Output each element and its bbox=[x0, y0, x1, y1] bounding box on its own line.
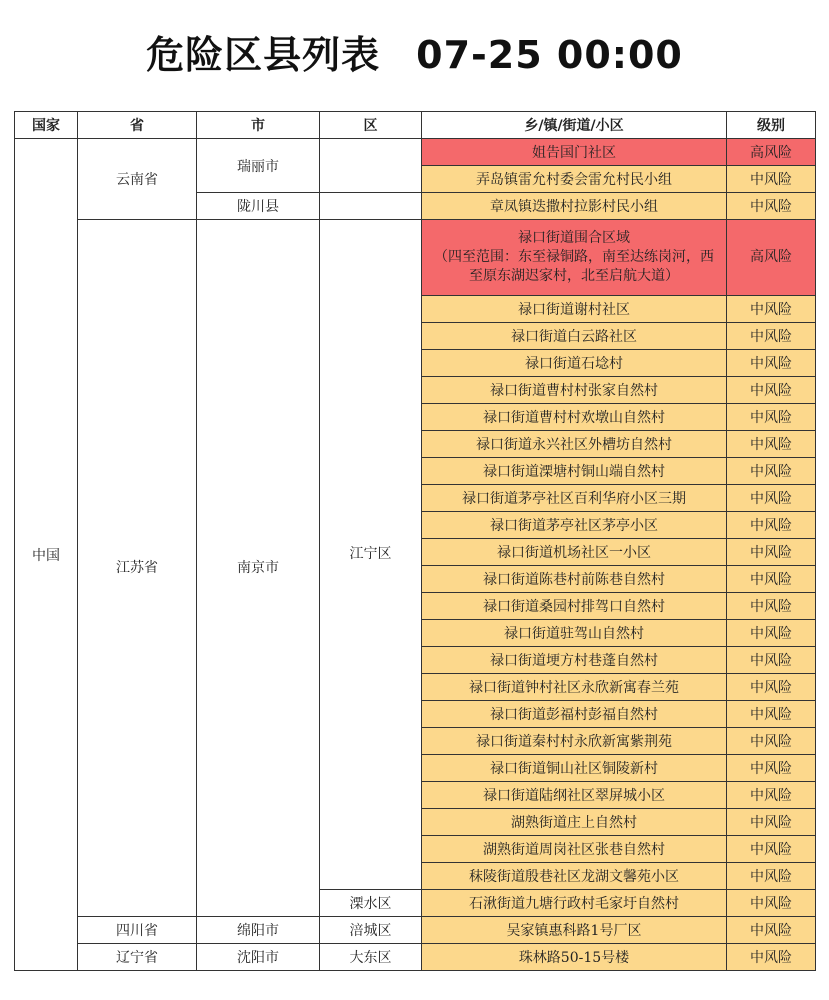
level-cell: 中风险 bbox=[727, 431, 816, 458]
province-cell: 江苏省 bbox=[78, 220, 197, 917]
place-cell: 禄口街道钟村社区永欣新寓春兰苑 bbox=[422, 674, 727, 701]
place-cell: 禄口街道谢村社区 bbox=[422, 296, 727, 323]
level-cell: 中风险 bbox=[727, 377, 816, 404]
level-cell: 中风险 bbox=[727, 193, 816, 220]
header-country: 国家 bbox=[15, 112, 78, 139]
country-cell: 中国 bbox=[15, 139, 78, 971]
province-cell: 云南省 bbox=[78, 139, 197, 220]
level-cell: 中风险 bbox=[727, 485, 816, 512]
table-header-row bbox=[15, 112, 816, 139]
place-cell: 弄岛镇雷允村委会雷允村民小组 bbox=[422, 166, 727, 193]
level-cell: 中风险 bbox=[727, 323, 816, 350]
level-cell: 中风险 bbox=[727, 809, 816, 836]
table-row bbox=[15, 917, 816, 944]
level-cell: 中风险 bbox=[727, 296, 816, 323]
header-city: 市 bbox=[197, 112, 320, 139]
header-place: 乡/镇/街道/小区 bbox=[422, 112, 727, 139]
place-cell: 禄口街道溧塘村铜山端自然村 bbox=[422, 458, 727, 485]
place-cell: 禄口街道彭福村彭福自然村 bbox=[422, 701, 727, 728]
district-cell: 大东区 bbox=[320, 944, 422, 971]
city-cell: 瑞丽市 bbox=[197, 139, 320, 193]
level-cell: 中风险 bbox=[727, 166, 816, 193]
place-cell: 禄口街道埂方村巷蓬自然村 bbox=[422, 647, 727, 674]
level-cell: 中风险 bbox=[727, 728, 816, 755]
level-cell: 中风险 bbox=[727, 674, 816, 701]
place-cell: 禄口街道铜山社区铜陵新村 bbox=[422, 755, 727, 782]
city-cell: 南京市 bbox=[197, 220, 320, 917]
level-cell: 中风险 bbox=[727, 593, 816, 620]
level-cell: 高风险 bbox=[727, 220, 816, 296]
level-cell: 中风险 bbox=[727, 917, 816, 944]
title-text: 危险区县列表 bbox=[146, 33, 381, 77]
page-title bbox=[0, 24, 829, 79]
level-cell: 中风险 bbox=[727, 890, 816, 917]
level-cell: 中风险 bbox=[727, 863, 816, 890]
place-cell: 禄口街道陆纲社区翠屏城小区 bbox=[422, 782, 727, 809]
place-cell: 禄口街道茅亭社区茅亭小区 bbox=[422, 512, 727, 539]
level-cell: 中风险 bbox=[727, 458, 816, 485]
place-cell: 禄口街道曹村村张家自然村 bbox=[422, 377, 727, 404]
place-cell: 珠林路50-15号楼 bbox=[422, 944, 727, 971]
city-cell: 绵阳市 bbox=[197, 917, 320, 944]
place-cell: 禄口街道白云路社区 bbox=[422, 323, 727, 350]
header-district: 区 bbox=[320, 112, 422, 139]
level-cell: 中风险 bbox=[727, 404, 816, 431]
place-cell: 姐告国门社区 bbox=[422, 139, 727, 166]
place-cell: 禄口街道永兴社区外槽坊自然村 bbox=[422, 431, 727, 458]
table-row bbox=[15, 139, 816, 166]
table-row bbox=[15, 944, 816, 971]
header-level: 级别 bbox=[727, 112, 816, 139]
level-cell: 中风险 bbox=[727, 944, 816, 971]
table-row bbox=[15, 220, 816, 296]
place-cell: 章凤镇迭撒村拉影村民小组 bbox=[422, 193, 727, 220]
place-cell: 禄口街道陈巷村前陈巷自然村 bbox=[422, 566, 727, 593]
province-cell: 辽宁省 bbox=[78, 944, 197, 971]
place-cell: 禄口街道围合区域 （四至范围：东至禄铜路，南至达练岗河，西至原东湖迟家村，北至启航大道） bbox=[422, 220, 727, 296]
city-cell: 沈阳市 bbox=[197, 944, 320, 971]
city-cell: 陇川县 bbox=[197, 193, 320, 220]
place-cell: 禄口街道机场社区一小区 bbox=[422, 539, 727, 566]
place-cell: 秣陵街道殷巷社区龙湖文馨苑小区 bbox=[422, 863, 727, 890]
province-cell: 四川省 bbox=[78, 917, 197, 944]
level-cell: 中风险 bbox=[727, 782, 816, 809]
district-cell: 江宁区 bbox=[320, 220, 422, 890]
place-cell: 石湫街道九塘行政村毛家圩自然村 bbox=[422, 890, 727, 917]
district-cell bbox=[320, 193, 422, 220]
level-cell: 中风险 bbox=[727, 350, 816, 377]
level-cell: 中风险 bbox=[727, 620, 816, 647]
level-cell: 中风险 bbox=[727, 755, 816, 782]
district-cell: 涪城区 bbox=[320, 917, 422, 944]
district-cell: 溧水区 bbox=[320, 890, 422, 917]
level-cell: 中风险 bbox=[727, 647, 816, 674]
level-cell: 中风险 bbox=[727, 836, 816, 863]
level-cell: 中风险 bbox=[727, 512, 816, 539]
place-cell: 湖熟街道周岗社区张巷自然村 bbox=[422, 836, 727, 863]
place-cell: 禄口街道桑园村排驾口自然村 bbox=[422, 593, 727, 620]
place-cell: 湖熟街道庄上自然村 bbox=[422, 809, 727, 836]
place-cell: 禄口街道驻驾山自然村 bbox=[422, 620, 727, 647]
title-time: 07-25 00:00 bbox=[416, 33, 683, 77]
place-cell: 禄口街道秦村村永欣新寓紫荆苑 bbox=[422, 728, 727, 755]
level-cell: 中风险 bbox=[727, 701, 816, 728]
place-cell: 禄口街道茅亭社区百利华府小区三期 bbox=[422, 485, 727, 512]
place-cell: 禄口街道石埝村 bbox=[422, 350, 727, 377]
district-cell bbox=[320, 139, 422, 193]
header-province: 省 bbox=[78, 112, 197, 139]
place-cell: 禄口街道曹村村欢墩山自然村 bbox=[422, 404, 727, 431]
place-cell: 吴家镇惠科路1号厂区 bbox=[422, 917, 727, 944]
risk-area-table bbox=[14, 111, 816, 971]
level-cell: 中风险 bbox=[727, 566, 816, 593]
level-cell: 高风险 bbox=[727, 139, 816, 166]
level-cell: 中风险 bbox=[727, 539, 816, 566]
